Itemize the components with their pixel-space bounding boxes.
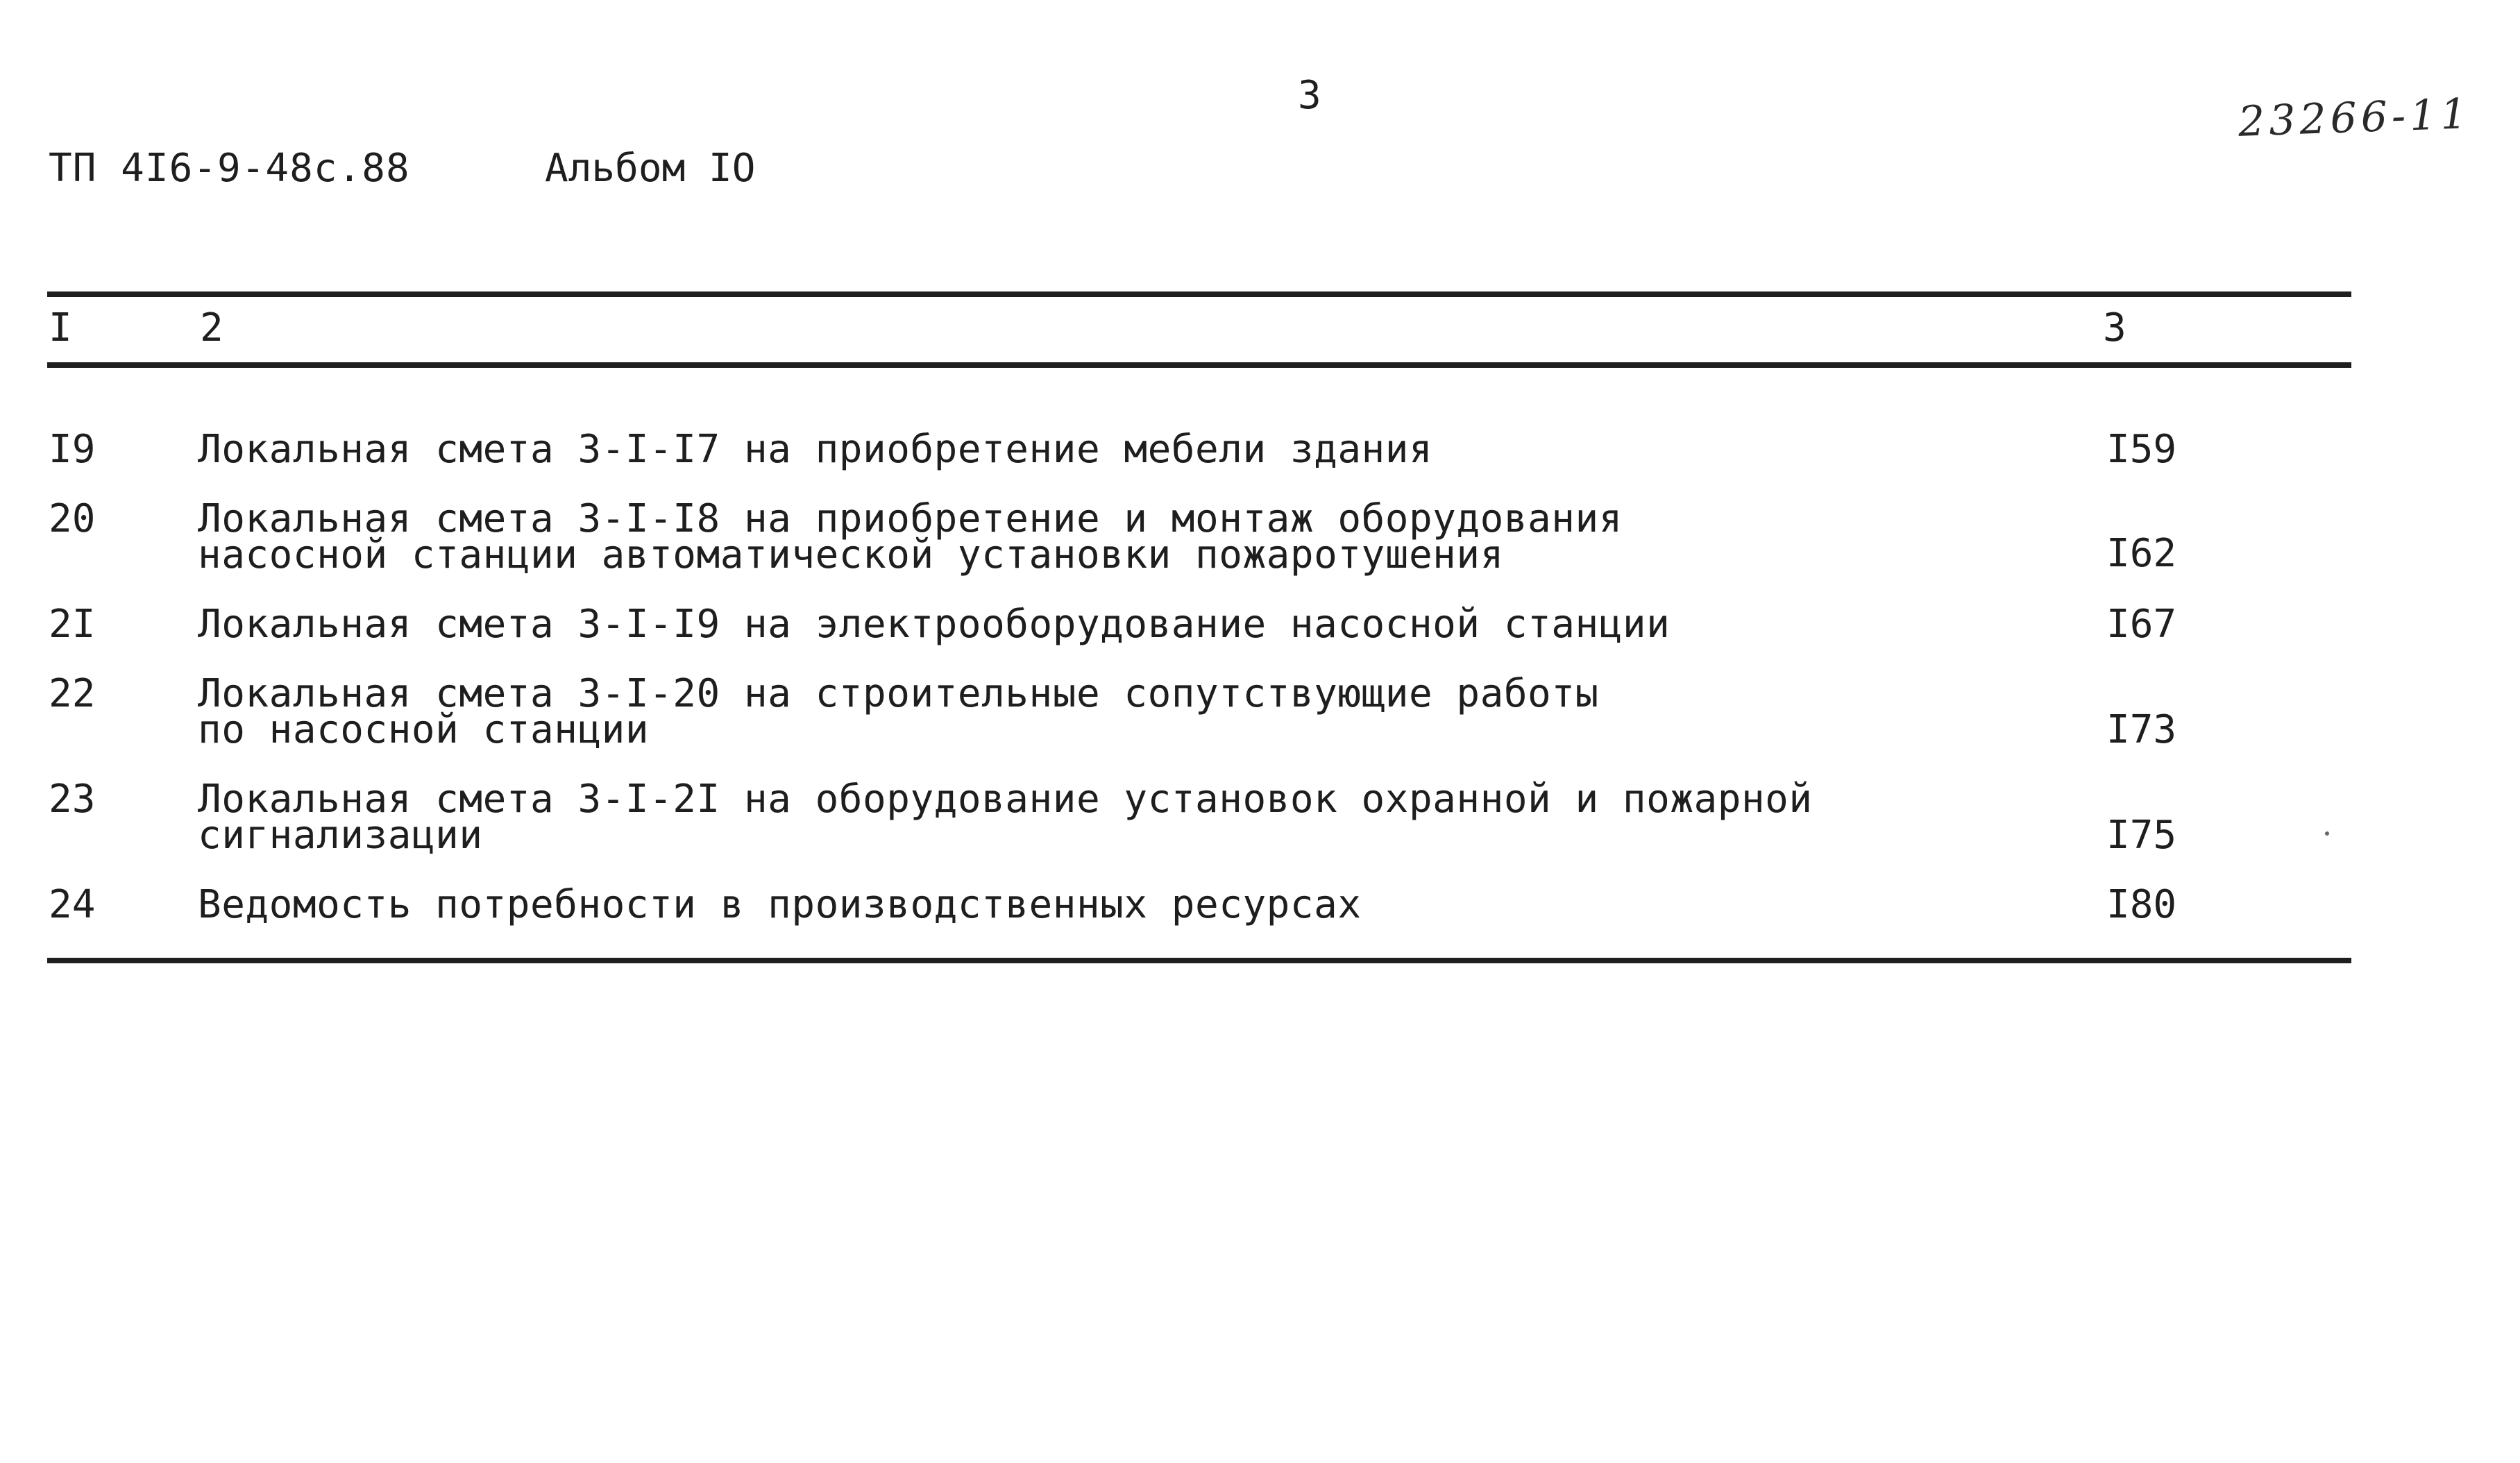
row-title-line: Локальная смета 3-I-I9 на электрооборудование насосной станции bbox=[198, 602, 1671, 647]
album-label: Альбом IO bbox=[545, 146, 756, 191]
row-title-line: Локальная смета 3-I-I7 на приобретение мебели здания bbox=[198, 427, 1433, 472]
row-number: 22 bbox=[49, 671, 96, 716]
row-title-line: сигнализации bbox=[198, 813, 483, 858]
row-page: I59 bbox=[2106, 427, 2177, 472]
row-title-line: Локальная смета 3-I-2I на оборудование установок охранной и пожарной bbox=[198, 777, 1813, 822]
row-number: I9 bbox=[49, 427, 96, 472]
row-title bbox=[198, 882, 1362, 927]
row-title bbox=[198, 777, 1813, 858]
row-number: 23 bbox=[49, 777, 96, 822]
row-title bbox=[198, 496, 1623, 577]
row-title-line: Локальная смета 3-I-I8 на приобретение и монтаж оборудования bbox=[198, 496, 1623, 541]
row-title-line: насосной станции автоматической установки пожаротушения bbox=[198, 532, 1504, 577]
handwritten-id: 23266-11 bbox=[2237, 90, 2472, 146]
row-page: I73 bbox=[2106, 707, 2177, 752]
row-title bbox=[198, 427, 1433, 472]
page-number: 3 bbox=[1298, 73, 1321, 118]
column-header-3: 3 bbox=[2103, 305, 2126, 350]
stray-mark bbox=[2325, 831, 2329, 836]
row-page: I62 bbox=[2106, 531, 2177, 576]
column-header-1: I bbox=[49, 305, 72, 350]
row-page: I80 bbox=[2106, 882, 2177, 927]
document-code: ТП 4I6-9-48с.88 bbox=[49, 146, 410, 191]
row-number: 20 bbox=[49, 496, 96, 541]
row-number: 24 bbox=[49, 882, 96, 927]
row-page: I67 bbox=[2106, 602, 2177, 647]
table-bottom-rule bbox=[47, 958, 2351, 963]
row-title-line: Ведомость потребности в производственных ресурсах bbox=[198, 882, 1362, 927]
row-title bbox=[198, 602, 1671, 647]
row-number: 2I bbox=[49, 602, 96, 647]
table-top-rule bbox=[47, 291, 2351, 297]
column-header-2: 2 bbox=[200, 305, 223, 350]
row-page: I75 bbox=[2106, 813, 2177, 858]
row-title-line: по насосной станции bbox=[198, 707, 650, 752]
table-header-rule bbox=[47, 362, 2351, 368]
row-title bbox=[198, 671, 1599, 752]
row-title-line: Локальная смета 3-I-20 на строительные сопутствующие работы bbox=[198, 671, 1599, 716]
